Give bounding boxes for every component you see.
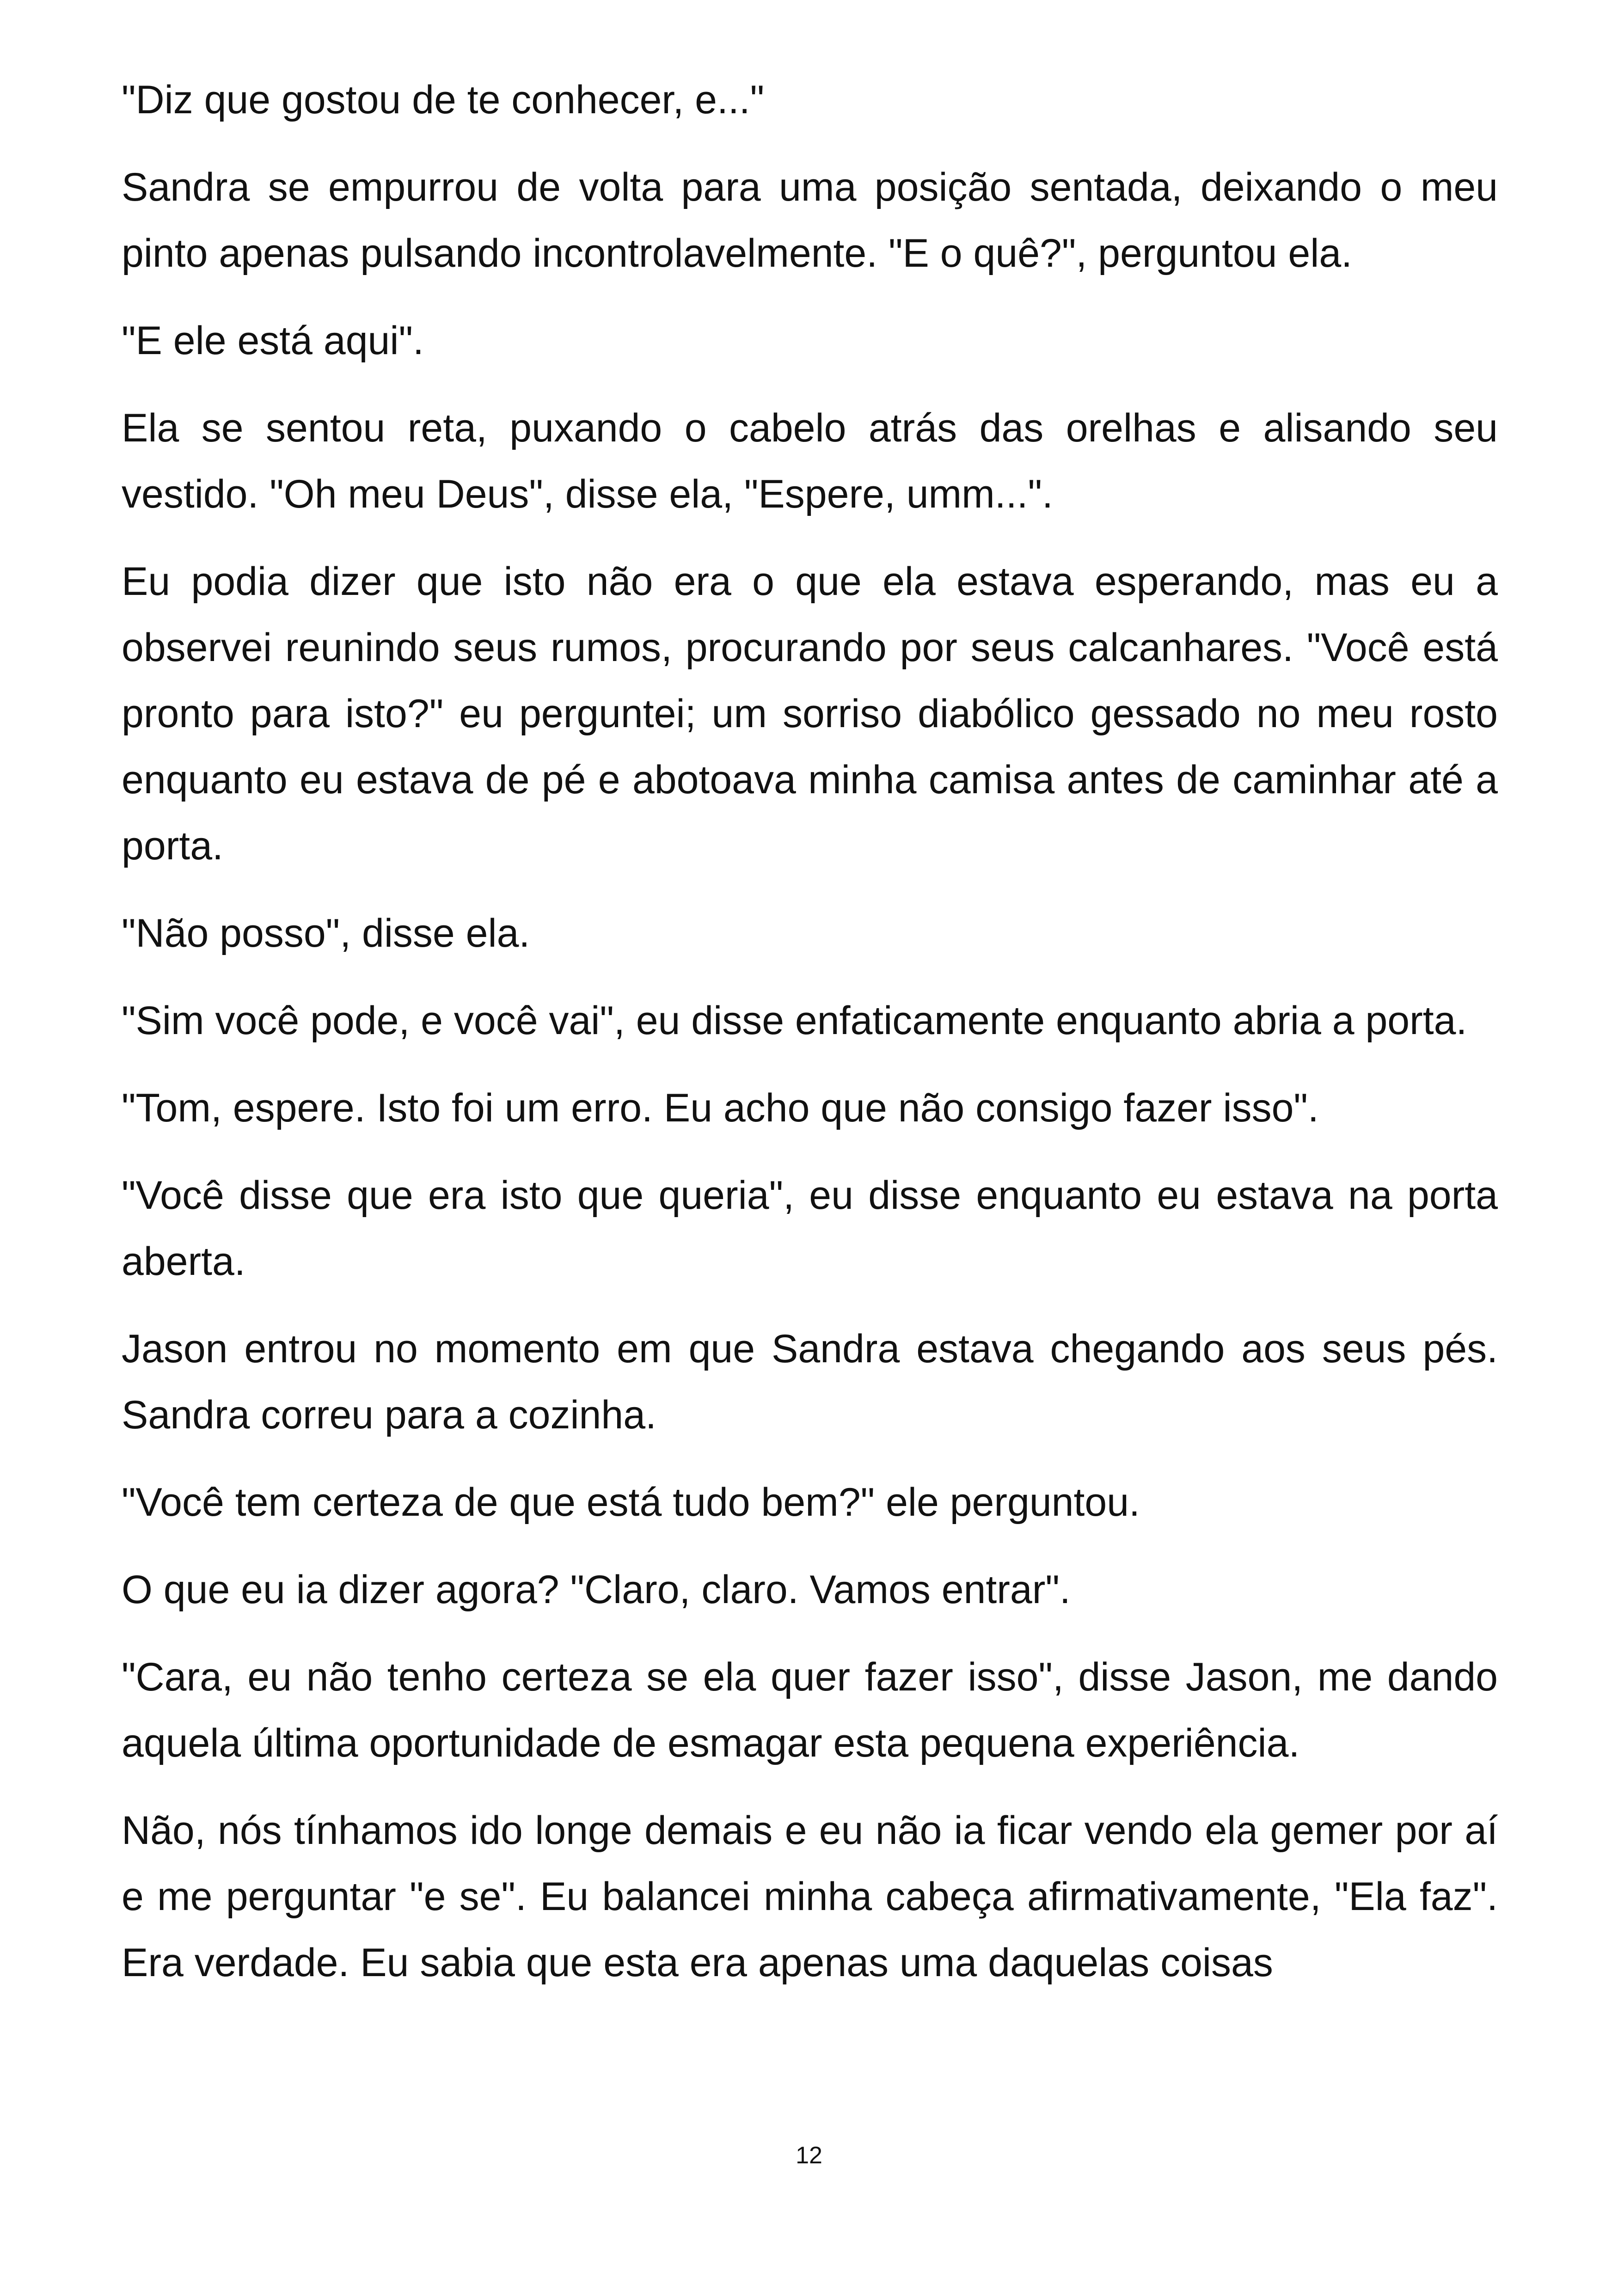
paragraph: Sandra se empurrou de volta para uma posição sentada, deixando o meu pinto apenas pulsando incontrolavelmente. "E o quê?", perguntou ela. bbox=[122, 165, 1498, 276]
paragraph: Não, nós tínhamos ido longe demais e eu não ia ficar vendo ela gemer por aí e me perguntar "e se". Eu balancei minha cabeça afirmativamente, "Ela faz". Era verdade. Eu sabia que esta era apenas uma daquelas coisas bbox=[122, 1808, 1498, 1985]
paragraph: "E ele está aqui". bbox=[122, 318, 424, 363]
paragraph: "Sim você pode, e você vai", eu disse enfaticamente enquanto abria a porta. bbox=[122, 998, 1467, 1043]
paragraph: "Não posso", disse ela. bbox=[122, 911, 530, 955]
paragraph: Ela se sentou reta, puxando o cabelo atrás das orelhas e alisando seu vestido. "Oh meu Deus", disse ela, "Espere, umm...". bbox=[122, 406, 1498, 516]
body-text bbox=[122, 67, 1498, 2017]
paragraph: "Você tem certeza de que está tudo bem?" ele perguntou. bbox=[122, 1480, 1140, 1525]
paragraph: Jason entrou no momento em que Sandra estava chegando aos seus pés. Sandra correu para a cozinha. bbox=[122, 1327, 1498, 1437]
paragraph: "Diz que gostou de te conhecer, e..." bbox=[122, 78, 765, 122]
paragraph: "Cara, eu não tenho certeza se ela quer fazer isso", disse Jason, me dando aquela última oportunidade de esmagar esta pequena experiência. bbox=[122, 1655, 1498, 1765]
page-number: 12 bbox=[796, 2142, 822, 2169]
paragraph: O que eu ia dizer agora? "Claro, claro. Vamos entrar". bbox=[122, 1567, 1071, 1612]
paragraph: "Tom, espere. Isto foi um erro. Eu acho que não consigo fazer isso". bbox=[122, 1086, 1319, 1130]
paragraph: Eu podia dizer que isto não era o que ela estava esperando, mas eu a observei reunindo seus rumos, procurando por seus calcanhares. "Você está pronto para isto?" eu perguntei; um sorriso diabólico gessado no meu rosto enquanto eu estava de pé e abotoava minha camisa antes de caminhar até a porta. bbox=[122, 559, 1498, 868]
paragraph: "Você disse que era isto que queria", eu disse enquanto eu estava na porta aberta. bbox=[122, 1173, 1498, 1284]
